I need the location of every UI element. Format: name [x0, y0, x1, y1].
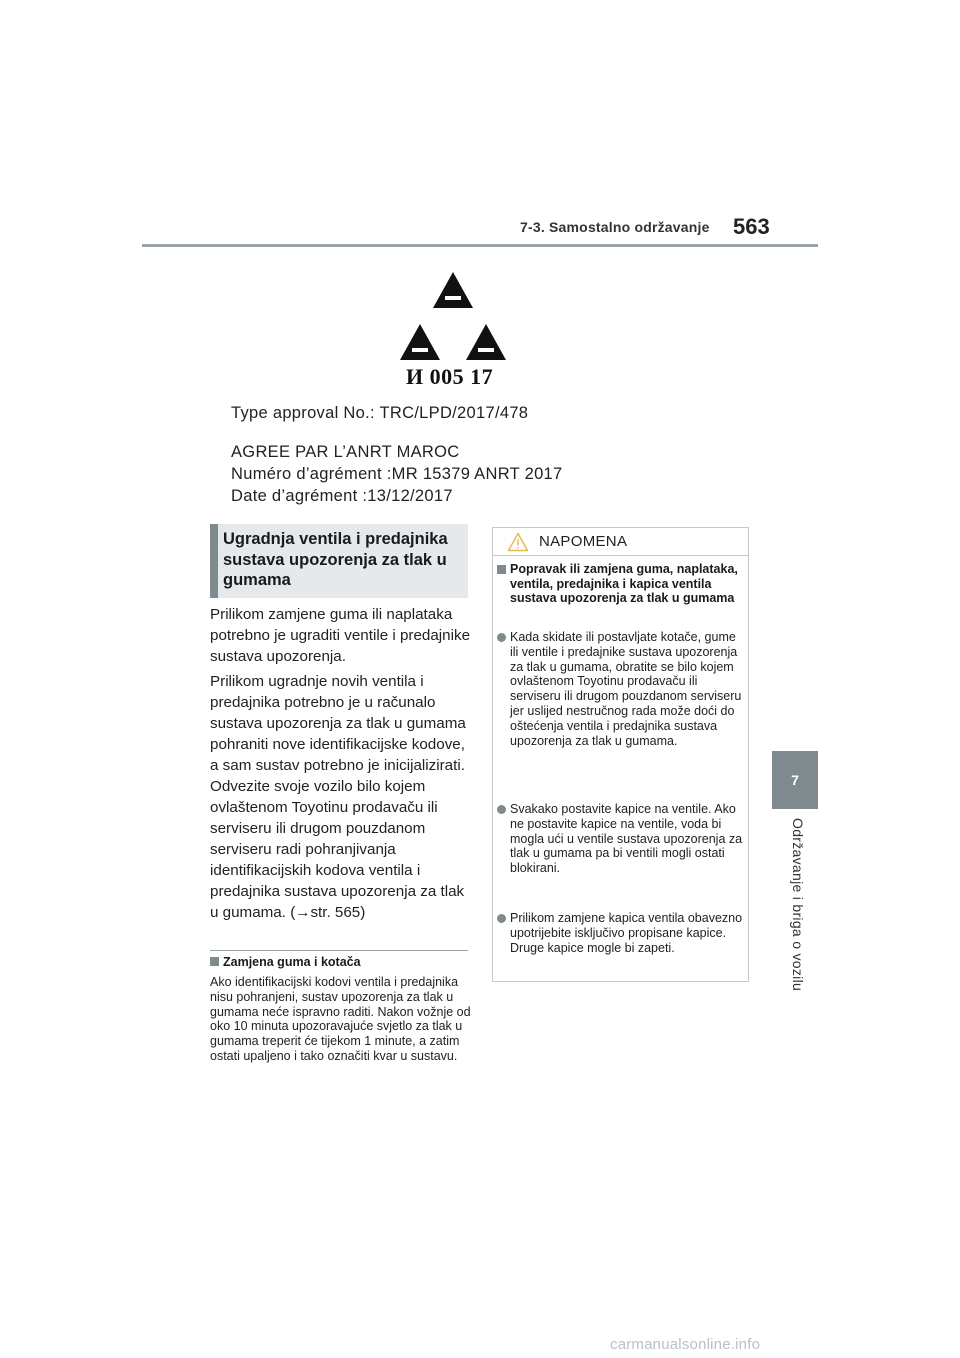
header-rule	[142, 244, 818, 247]
round-bullet-icon	[497, 633, 506, 642]
section-title: 7-3. Samostalno održavanje	[520, 219, 710, 235]
square-bullet-icon	[497, 565, 506, 574]
note-heading	[497, 562, 745, 606]
note-item	[497, 630, 745, 748]
agree-line: AGREE PAR L’ANRT MAROC	[231, 443, 460, 461]
note-item-text: Prilikom zamjene kapica ventila obavezno upotrijebite isključivo propisane kapice. Druge kapice mogle bi zapeti.	[510, 911, 743, 955]
subsection-heading-text: Zamjena guma i kotača	[223, 955, 361, 969]
watermark: carmanualsonline.info	[610, 1336, 761, 1353]
approval-code: И 005 17	[406, 364, 494, 389]
approval-number-line: Numéro d’agrément :MR 15379 ANRT 2017	[231, 465, 563, 483]
section-heading: Ugradnja ventila i predajnika sustava upozorenja za tlak u gumama	[223, 530, 448, 589]
round-bullet-icon	[497, 914, 506, 923]
chapter-tab: 7	[772, 751, 818, 809]
note-header-rule	[492, 555, 749, 556]
approval-date-line: Date d’agrément :13/12/2017	[231, 487, 453, 505]
subsection-heading	[210, 955, 361, 969]
warning-triangle-icon	[507, 532, 529, 552]
subsection-rule	[210, 950, 468, 951]
chapter-title: Održavanje i briga o vozilu	[790, 818, 806, 992]
note-heading-text: Popravak ili zamjena guma, naplataka, ventila, predajnika i kapica ventila sustava upozorenja za tlak u gumama	[510, 562, 738, 605]
round-bullet-icon	[497, 805, 506, 814]
note-title: NAPOMENA	[539, 533, 628, 550]
type-approval-line: Type approval No.: TRC/LPD/2017/478	[231, 404, 529, 422]
note-item-text: Svakako postavite kapice na ventile. Ako ne postavite kapice na ventile, voda bi mogla ući u ventile sustava upozorenja za tlak u gumama pa bi ventili mogli ostati blokirani.	[510, 802, 743, 876]
square-bullet-icon	[210, 957, 219, 966]
note-item	[497, 911, 745, 955]
intro-paragraph-2: Prilikom ugradnje novih ventila i predajnika potrebno je u računalo sustava upozorenja za tlak u gumama pohraniti nove identifikacijske kodove, a sam sustav potrebno je inicijalizirati. Odvezite svoje vozilo bilo kojem ovlaštenom Toyotinu prodavaču ili serviseru ili drugom pouzdanom serviseru radi pohranjivanja identifikacijskih kodova ventila i predajnika sustava upozorenja za tlak u gumama. (→str. 565)	[210, 673, 466, 921]
note-item	[497, 802, 745, 876]
section-heading-bar	[210, 524, 218, 598]
subsection-body: Ako identifikacijski kodovi ventila i predajnika nisu pohranjeni, sustav upozorenja za tlak u gumama neće ispravno raditi. Nakon vožnje od oko 10 minuta upozoravajuće svjetlo za tlak u gumama treperit će tijekom 1 minute, a zatim ostati upaljeno i tako označiti kvar u sustavu.	[210, 975, 471, 1063]
intro-paragraph-1: Prilikom zamjene guma ili naplataka potrebno je ugraditi ventile i predajnike sustava upozorenja.	[210, 606, 471, 665]
page-number: 563	[733, 214, 770, 239]
note-item-text: Kada skidate ili postavljate kotače, gume ili ventile i predajnike sustava upozorenja za tlak u gumama, obratite se bilo kojem ovlaštenom Toyotinu prodavaču ili serviseru ili drugom pouzdanom serviseru jer uslijed nestručnog rada može doći do oštećenja ventila i predajnika sustava upozorenja za tlak u gumama.	[510, 630, 742, 748]
